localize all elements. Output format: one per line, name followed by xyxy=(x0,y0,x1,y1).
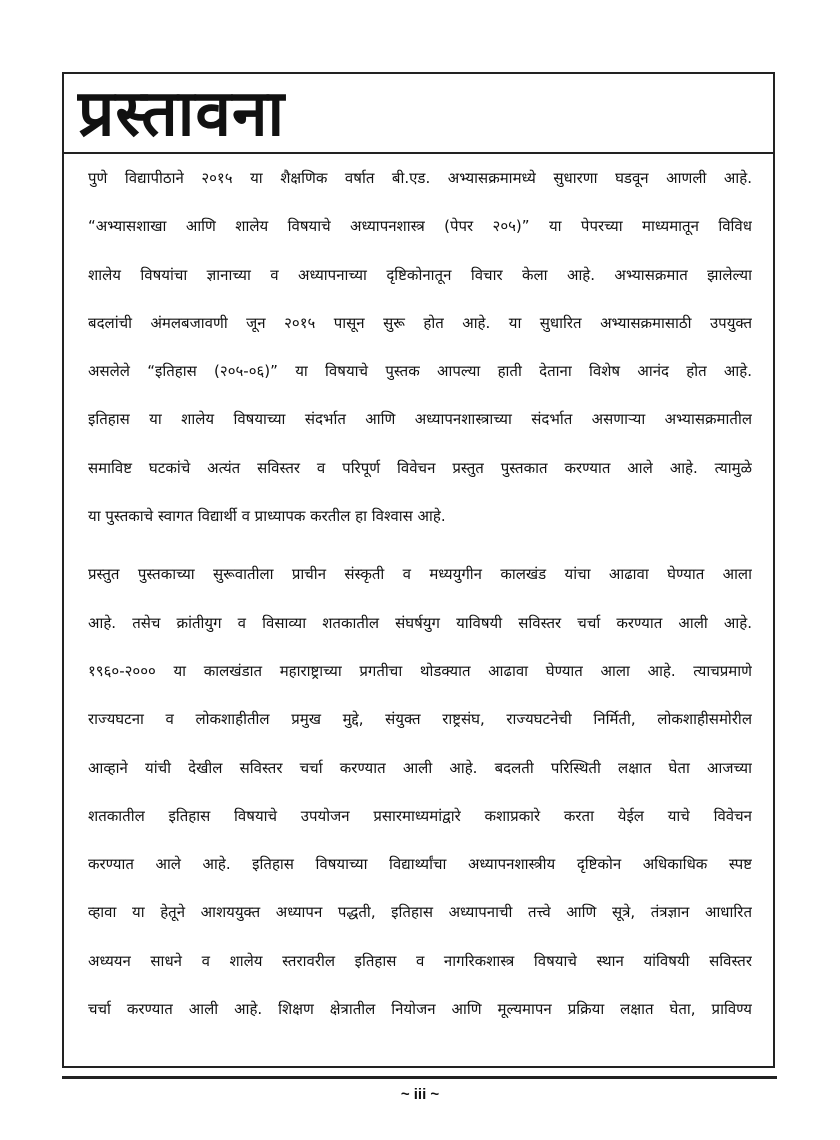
text-line: “अभ्यासशाखा आणि शालेय विषयाचे अध्यापनशास्त्र (पेपर २०५)” या पेपरच्या माध्यमातून विविध xyxy=(88,217,752,236)
text-line: १९६०-२००० या कालखंडात महाराष्ट्राच्या प्रगतीचा थोडक्यात आढावा घेण्यात आला आहे. त्याचप्रमाणे xyxy=(88,661,752,680)
text-line: आव्हाने यांची देखील सविस्तर चर्चा करण्यात आली आहे. बदलती परिस्थिती लक्षात घेता आजच्या xyxy=(88,758,752,777)
text-line: पुणे विद्यापीठाने २०१५ या शैक्षणिक वर्षात बी.एड. अभ्यासक्रमामध्ये सुधारणा घडवून आणली आहे. xyxy=(88,169,752,187)
text-line: असलेले “इतिहास (२०५-०६)” या विषयाचे पुस्तक आपल्या हाती देताना विशेष आनंद होत आहे. xyxy=(88,362,752,381)
footer-divider xyxy=(62,1076,777,1079)
text-line: समाविष्ट घटकांचे अत्यंत सविस्तर व परिपूर्ण विवेचन प्रस्तुत पुस्तकात करण्यात आले आहे. त्यामुळे xyxy=(88,458,752,477)
page-frame xyxy=(62,72,775,1068)
page-title: प्रस्तावना xyxy=(78,77,286,151)
text-line: आहे. तसेच क्रांतीयुग व विसाव्या शतकातील संघर्षयुग याविषयी सविस्तर चर्चा करण्यात आली आहे. xyxy=(88,613,752,632)
text-line: या पुस्तकाचे स्वागत विद्यार्थी व प्राध्यापक करतील हा विश्वास आहे. xyxy=(88,507,446,526)
text-line: शतकातील इतिहास विषयाचे उपयोजन प्रसारमाध्यमांद्वारे कशाप्रकारे करता येईल याचे विवेचन xyxy=(88,806,752,825)
body-text xyxy=(88,166,752,1045)
text-line: प्रस्तुत पुस्तकाच्या सुरूवातीला प्राचीन संस्कृती व मध्ययुगीन कालखंड यांचा आढावा घेण्यात आला xyxy=(88,565,752,584)
page-number: ~ iii ~ xyxy=(400,1086,440,1103)
text-line: बदलांची अंमलबजावणी जून २०१५ पासून सुरू होत आहे. या सुधारित अभ्यासक्रमासाठी उपयुक्त xyxy=(88,313,752,332)
text-line: अध्ययन साधने व शालेय स्तरावरील इतिहास व नागरिकशास्त्र विषयाचे स्थान यांविषयी सविस्तर xyxy=(88,951,752,970)
title-divider xyxy=(64,152,773,154)
paragraph-2 xyxy=(88,562,752,1045)
text-line: करण्यात आले आहे. इतिहास विषयाच्या विद्यार्थ्यांचा अध्यापनशास्त्रीय दृष्टिकोन अधिकाधिक स्पष्ट xyxy=(88,855,752,874)
text-line: चर्चा करण्यात आली आहे. शिक्षण क्षेत्रातील नियोजन आणि मूल्यमापन प्रक्रिया लक्षात घेता, प्राविण्य xyxy=(88,1000,752,1019)
text-line: राज्यघटना व लोकशाहीतील प्रमुख मुद्दे, संयुक्त राष्ट्रसंघ, राज्यघटनेची निर्मिती, लोकशाहीसमोरील xyxy=(88,710,752,729)
paragraph-1 xyxy=(88,166,752,552)
text-line: इतिहास या शालेय विषयाच्या संदर्भात आणि अध्यापनशास्त्राच्या संदर्भात असणाऱ्या अभ्यासक्रमातील xyxy=(88,410,752,429)
text-line: शालेय विषयांचा ज्ञानाच्या व अध्यापनाच्या दृष्टिकोनातून विचार केला आहे. अभ्यासक्रमात झालेल्या xyxy=(88,265,752,284)
text-line: व्हावा या हेतूने आशययुक्त अध्यापन पद्धती, इतिहास अध्यापनाची तत्त्वे आणि सूत्रे, तंत्रज्ञान आधारित xyxy=(88,903,752,922)
